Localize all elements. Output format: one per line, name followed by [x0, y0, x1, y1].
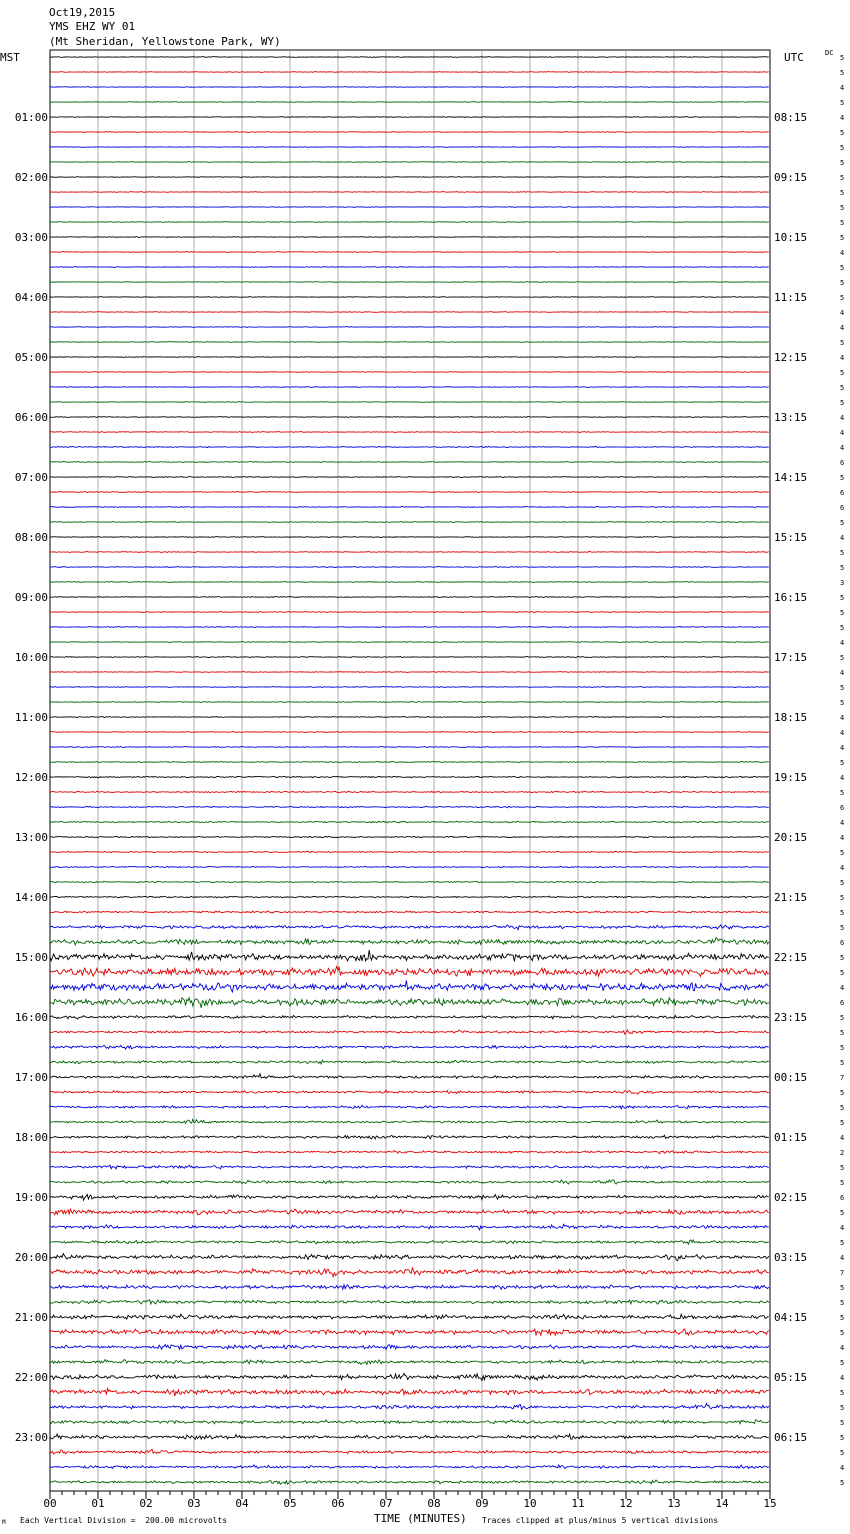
- right-hour-label: 14:15: [774, 471, 808, 484]
- left-hour-label: 13:00: [14, 831, 48, 844]
- dc-value: 5: [840, 849, 845, 857]
- seismic-trace: [50, 342, 769, 343]
- x-tick-label: 02: [139, 1497, 153, 1510]
- seismic-trace: [50, 102, 769, 103]
- left-timezone-label: MST: [0, 51, 20, 64]
- seismic-trace: [50, 1180, 769, 1184]
- left-hour-label: 16:00: [14, 1011, 48, 1024]
- seismic-trace: [50, 866, 769, 867]
- dc-value: 6: [840, 1194, 845, 1202]
- dc-value: 5: [840, 294, 845, 302]
- right-hour-label: 10:15: [774, 231, 808, 244]
- right-hour-label: 02:15: [774, 1191, 808, 1204]
- seismic-trace: [50, 716, 769, 717]
- dc-value: 4: [840, 834, 845, 842]
- seismic-trace: [50, 1359, 769, 1364]
- seismic-trace: [50, 656, 769, 657]
- chart-date: Oct19,2015: [49, 6, 116, 19]
- dc-value: 5: [840, 1119, 845, 1127]
- x-tick-label: 05: [283, 1497, 297, 1510]
- dc-value: 5: [840, 219, 845, 227]
- dc-value: 5: [840, 1089, 845, 1097]
- x-tick-label: 10: [523, 1497, 537, 1510]
- station-location: (Mt Sheridan, Yellowstone Park, WY): [49, 35, 281, 48]
- dc-value: 5: [840, 654, 845, 662]
- right-hour-label: 05:15: [774, 1371, 808, 1384]
- x-tick-label: 00: [43, 1497, 57, 1510]
- seismic-trace: [50, 950, 769, 961]
- dc-value: 5: [840, 1284, 845, 1292]
- right-hour-label: 17:15: [774, 651, 808, 664]
- dc-value: 4: [840, 309, 845, 317]
- dc-value: 4: [840, 414, 845, 422]
- right-hour-label: 00:15: [774, 1071, 808, 1084]
- dc-value: 5: [840, 129, 845, 137]
- right-hour-label: 20:15: [774, 831, 808, 844]
- dc-value: 4: [840, 354, 845, 362]
- dc-value: 5: [840, 474, 845, 482]
- seismic-trace: [50, 1449, 769, 1454]
- dc-value: 5: [840, 1164, 845, 1172]
- seismic-trace: [50, 417, 769, 418]
- seismic-trace: [50, 761, 769, 762]
- right-hour-label: 03:15: [774, 1251, 808, 1264]
- seismic-trace: [50, 477, 769, 478]
- dc-value: 4: [840, 324, 845, 332]
- seismic-trace: [50, 1151, 769, 1154]
- seismic-trace: [50, 1404, 769, 1410]
- dc-value: 5: [840, 369, 845, 377]
- scale-note: Each Vertical Division = 200.00 microvolts: [20, 1516, 228, 1525]
- dc-value: 5: [840, 1179, 845, 1187]
- seismic-trace: [50, 1195, 769, 1201]
- seismic-trace: [50, 597, 769, 598]
- seismic-trace: [50, 776, 769, 778]
- seismic-trace: [50, 881, 769, 882]
- dc-value: 5: [840, 549, 845, 557]
- dc-value: 5: [840, 1014, 845, 1022]
- dc-value: 2: [840, 1149, 845, 1157]
- dc-value: 4: [840, 1224, 845, 1232]
- seismic-trace: [50, 732, 769, 733]
- dc-value: 5: [840, 1059, 845, 1067]
- dc-value: 6: [840, 999, 845, 1007]
- dc-value: 4: [840, 249, 845, 257]
- dc-value: 4: [840, 984, 845, 992]
- dc-value: 4: [840, 444, 845, 452]
- seismic-trace: [50, 1480, 769, 1484]
- dc-value: 5: [840, 144, 845, 152]
- seismic-trace: [50, 237, 769, 238]
- seismic-trace: [50, 896, 769, 898]
- right-hour-label: 15:15: [774, 531, 808, 544]
- seismic-trace: [50, 552, 769, 553]
- seismic-trace: [50, 806, 769, 808]
- dc-value: 4: [840, 1254, 845, 1262]
- station-code: YMS EHZ WY 01: [49, 20, 136, 33]
- seismic-trace: [50, 252, 769, 253]
- dc-value: 5: [840, 159, 845, 167]
- dc-value: 4: [840, 774, 845, 782]
- seismic-trace: [50, 192, 769, 193]
- dc-value: 5: [840, 99, 845, 107]
- seismic-trace: [50, 998, 769, 1008]
- right-hour-label: 04:15: [774, 1311, 808, 1324]
- dc-value: 5: [840, 624, 845, 632]
- x-tick-label: 09: [475, 1497, 489, 1510]
- dc-value: 5: [840, 1389, 845, 1397]
- seismic-trace: [50, 72, 769, 73]
- seismic-trace: [50, 387, 769, 388]
- seismic-trace: [50, 57, 769, 58]
- seismic-trace: [50, 1090, 769, 1094]
- dc-value: 5: [840, 174, 845, 182]
- left-hour-label: 21:00: [14, 1311, 48, 1324]
- x-tick-label: 12: [619, 1497, 633, 1510]
- dc-value: 5: [840, 594, 845, 602]
- right-hour-label: 06:15: [774, 1431, 808, 1444]
- dc-value: 5: [840, 1299, 845, 1307]
- x-tick-label: 04: [235, 1497, 249, 1510]
- seismic-trace: [50, 162, 769, 163]
- seismic-trace: [50, 1314, 769, 1319]
- dc-value: 5: [840, 339, 845, 347]
- seismic-trace: [50, 522, 769, 523]
- dc-value: 5: [840, 564, 845, 572]
- dc-value: 7: [840, 1269, 845, 1277]
- right-hour-label: 22:15: [774, 951, 808, 964]
- seismic-trace: [50, 87, 769, 88]
- seismic-trace: [50, 507, 769, 508]
- seismic-trace: [50, 1434, 769, 1439]
- seismic-trace: [50, 1209, 769, 1215]
- right-hour-label: 21:15: [774, 891, 808, 904]
- dc-value: 4: [840, 819, 845, 827]
- dc-value: 5: [840, 699, 845, 707]
- seismic-trace: [50, 1165, 769, 1169]
- x-tick-label: 15: [763, 1497, 777, 1510]
- x-tick-label: 14: [715, 1497, 729, 1510]
- dc-value: 6: [840, 504, 845, 512]
- left-hour-label: 07:00: [14, 471, 48, 484]
- dc-value: 6: [840, 489, 845, 497]
- right-hour-label: 01:15: [774, 1131, 808, 1144]
- seismic-trace: [50, 627, 769, 628]
- seismic-trace: [50, 1016, 769, 1020]
- seismic-trace: [50, 1373, 769, 1380]
- dc-value: 5: [840, 924, 845, 932]
- dc-value: 5: [840, 684, 845, 692]
- seismic-trace: [50, 702, 769, 703]
- left-hour-label: 14:00: [14, 891, 48, 904]
- seismic-trace: [50, 911, 769, 913]
- dc-value: 6: [840, 459, 845, 467]
- dc-value: 5: [840, 954, 845, 962]
- dc-value: 4: [840, 1344, 845, 1352]
- left-hour-label: 19:00: [14, 1191, 48, 1204]
- seismic-trace: [50, 372, 769, 373]
- left-hour-label: 05:00: [14, 351, 48, 364]
- seismic-trace: [50, 1060, 769, 1064]
- dc-value: 5: [840, 1359, 845, 1367]
- left-hour-label: 17:00: [14, 1071, 48, 1084]
- seismic-trace: [50, 612, 769, 613]
- dc-value: 7: [840, 1074, 845, 1082]
- dc-value: 5: [840, 1044, 845, 1052]
- dc-value: 5: [840, 909, 845, 917]
- dc-value: 5: [840, 279, 845, 287]
- seismic-trace: [50, 357, 769, 358]
- seismic-trace: [50, 836, 769, 837]
- seismic-trace: [50, 686, 769, 687]
- seismic-trace: [50, 851, 769, 853]
- left-hour-label: 15:00: [14, 951, 48, 964]
- dc-value: 5: [840, 789, 845, 797]
- x-axis-label: TIME (MINUTES): [374, 1512, 467, 1525]
- dc-value: 3: [840, 579, 845, 587]
- dc-value: 4: [840, 744, 845, 752]
- dc-value: 5: [840, 519, 845, 527]
- left-hour-label: 01:00: [14, 111, 48, 124]
- seismic-trace: [50, 582, 769, 583]
- seismic-trace: [50, 222, 769, 223]
- seismic-trace: [50, 117, 769, 118]
- dc-value: 5: [840, 399, 845, 407]
- x-tick-label: 01: [91, 1497, 105, 1510]
- x-tick-label: 11: [571, 1497, 585, 1510]
- dc-value: 4: [840, 729, 845, 737]
- seismic-trace: [50, 938, 769, 945]
- seismic-trace: [50, 1135, 769, 1139]
- dc-value: 5: [840, 894, 845, 902]
- right-hour-label: 12:15: [774, 351, 808, 364]
- dc-value: 5: [840, 1419, 845, 1427]
- seismic-trace: [50, 1465, 769, 1469]
- seismic-trace: [50, 1329, 769, 1335]
- dc-value: 4: [840, 714, 845, 722]
- seismic-trace: [50, 1300, 769, 1304]
- seismic-trace: [50, 980, 769, 992]
- dc-value: 4: [840, 1374, 845, 1382]
- dc-value: 5: [840, 1434, 845, 1442]
- x-tick-label: 03: [187, 1497, 201, 1510]
- dc-value: 4: [840, 429, 845, 437]
- trace-group: [50, 57, 769, 1485]
- dc-value: 5: [840, 234, 845, 242]
- seismic-trace: [50, 1268, 769, 1277]
- right-hour-label: 23:15: [774, 1011, 808, 1024]
- dc-column-label: DC: [825, 49, 834, 57]
- left-hour-label: 09:00: [14, 591, 48, 604]
- dc-value: 5: [840, 1104, 845, 1112]
- seismic-trace: [50, 1254, 769, 1261]
- seismic-trace: [50, 312, 769, 313]
- dc-value: 5: [840, 69, 845, 77]
- seismic-trace: [50, 821, 769, 823]
- seismic-trace: [50, 566, 769, 567]
- seismic-trace: [50, 1119, 769, 1123]
- right-hour-label: 16:15: [774, 591, 808, 604]
- dc-value: 5: [840, 1404, 845, 1412]
- x-tick-label: 08: [427, 1497, 441, 1510]
- dc-value: 5: [840, 1449, 845, 1457]
- seismic-trace: [50, 132, 769, 133]
- left-hour-label: 23:00: [14, 1431, 48, 1444]
- seismic-trace: [50, 402, 769, 403]
- dc-value: 5: [840, 1239, 845, 1247]
- left-hour-label: 12:00: [14, 771, 48, 784]
- dc-value: 5: [840, 204, 845, 212]
- dc-value: 4: [840, 84, 845, 92]
- seismic-trace: [50, 966, 769, 976]
- seismic-trace: [50, 1074, 769, 1079]
- dc-value: 4: [840, 1464, 845, 1472]
- x-tick-label: 07: [379, 1497, 393, 1510]
- seismic-trace: [50, 207, 769, 208]
- dc-value: 6: [840, 804, 845, 812]
- seismic-trace: [50, 672, 769, 673]
- seismic-trace: [50, 297, 769, 298]
- seismic-trace: [50, 1105, 769, 1109]
- dc-value: 5: [840, 1029, 845, 1037]
- dc-value: 5: [840, 879, 845, 887]
- dc-value: 5: [840, 609, 845, 617]
- seismic-trace: [50, 1285, 769, 1290]
- dc-value: 5: [840, 759, 845, 767]
- seismic-trace: [50, 1388, 769, 1396]
- label-group: [15, 54, 844, 1510]
- dc-value: 5: [840, 264, 845, 272]
- left-hour-label: 11:00: [14, 711, 48, 724]
- seismic-trace: [50, 642, 769, 643]
- x-tick-label: 13: [667, 1497, 681, 1510]
- seismic-trace: [50, 1045, 769, 1049]
- dc-value: 5: [840, 969, 845, 977]
- right-hour-label: 19:15: [774, 771, 808, 784]
- dc-value: 4: [840, 639, 845, 647]
- seismic-trace: [50, 1224, 769, 1230]
- left-hour-label: 22:00: [14, 1371, 48, 1384]
- dc-value: 5: [840, 1314, 845, 1322]
- dc-value: 5: [840, 1479, 845, 1487]
- seismic-trace: [50, 267, 769, 268]
- right-hour-label: 09:15: [774, 171, 808, 184]
- dc-value: 6: [840, 939, 845, 947]
- dc-value: 5: [840, 54, 845, 62]
- seismic-trace: [50, 431, 769, 432]
- seismic-trace: [50, 1345, 769, 1350]
- dc-value: 5: [840, 189, 845, 197]
- seismic-trace: [50, 177, 769, 178]
- dc-value: 4: [840, 864, 845, 872]
- dc-value: 4: [840, 534, 845, 542]
- right-hour-label: 08:15: [774, 111, 808, 124]
- left-hour-label: 18:00: [14, 1131, 48, 1144]
- seismic-trace: [50, 147, 769, 148]
- right-hour-label: 13:15: [774, 411, 808, 424]
- dc-value: 5: [840, 1209, 845, 1217]
- seismic-trace: [50, 1030, 769, 1034]
- left-hour-label: 03:00: [14, 231, 48, 244]
- seismic-trace: [50, 327, 769, 328]
- seismic-trace: [50, 791, 769, 792]
- right-timezone-label: UTC: [784, 51, 804, 64]
- left-hour-label: 10:00: [14, 651, 48, 664]
- seismic-trace: [50, 492, 769, 493]
- seismic-trace: [50, 925, 769, 930]
- seismic-trace: [50, 446, 769, 447]
- x-tick-label: 06: [331, 1497, 345, 1510]
- dc-value: 5: [840, 384, 845, 392]
- seismic-trace: [50, 1240, 769, 1245]
- left-hour-label: 08:00: [14, 531, 48, 544]
- left-hour-label: 04:00: [14, 291, 48, 304]
- dc-value: 5: [840, 1329, 845, 1337]
- corner-mark: M: [2, 1519, 6, 1526]
- left-hour-label: 02:00: [14, 171, 48, 184]
- plot-frame: [50, 50, 770, 1491]
- seismic-trace: [50, 282, 769, 283]
- dc-value: 4: [840, 114, 845, 122]
- right-hour-label: 18:15: [774, 711, 808, 724]
- right-hour-label: 11:15: [774, 291, 808, 304]
- left-hour-label: 20:00: [14, 1251, 48, 1264]
- seismic-trace: [50, 1420, 769, 1424]
- clip-note: Traces clipped at plus/minus 5 vertical divisions: [482, 1516, 719, 1525]
- left-hour-label: 06:00: [14, 411, 48, 424]
- seismic-trace: [50, 537, 769, 538]
- seismic-trace: [50, 461, 769, 462]
- dc-value: 4: [840, 1134, 845, 1142]
- dc-value: 4: [840, 669, 845, 677]
- seismic-trace: [50, 747, 769, 748]
